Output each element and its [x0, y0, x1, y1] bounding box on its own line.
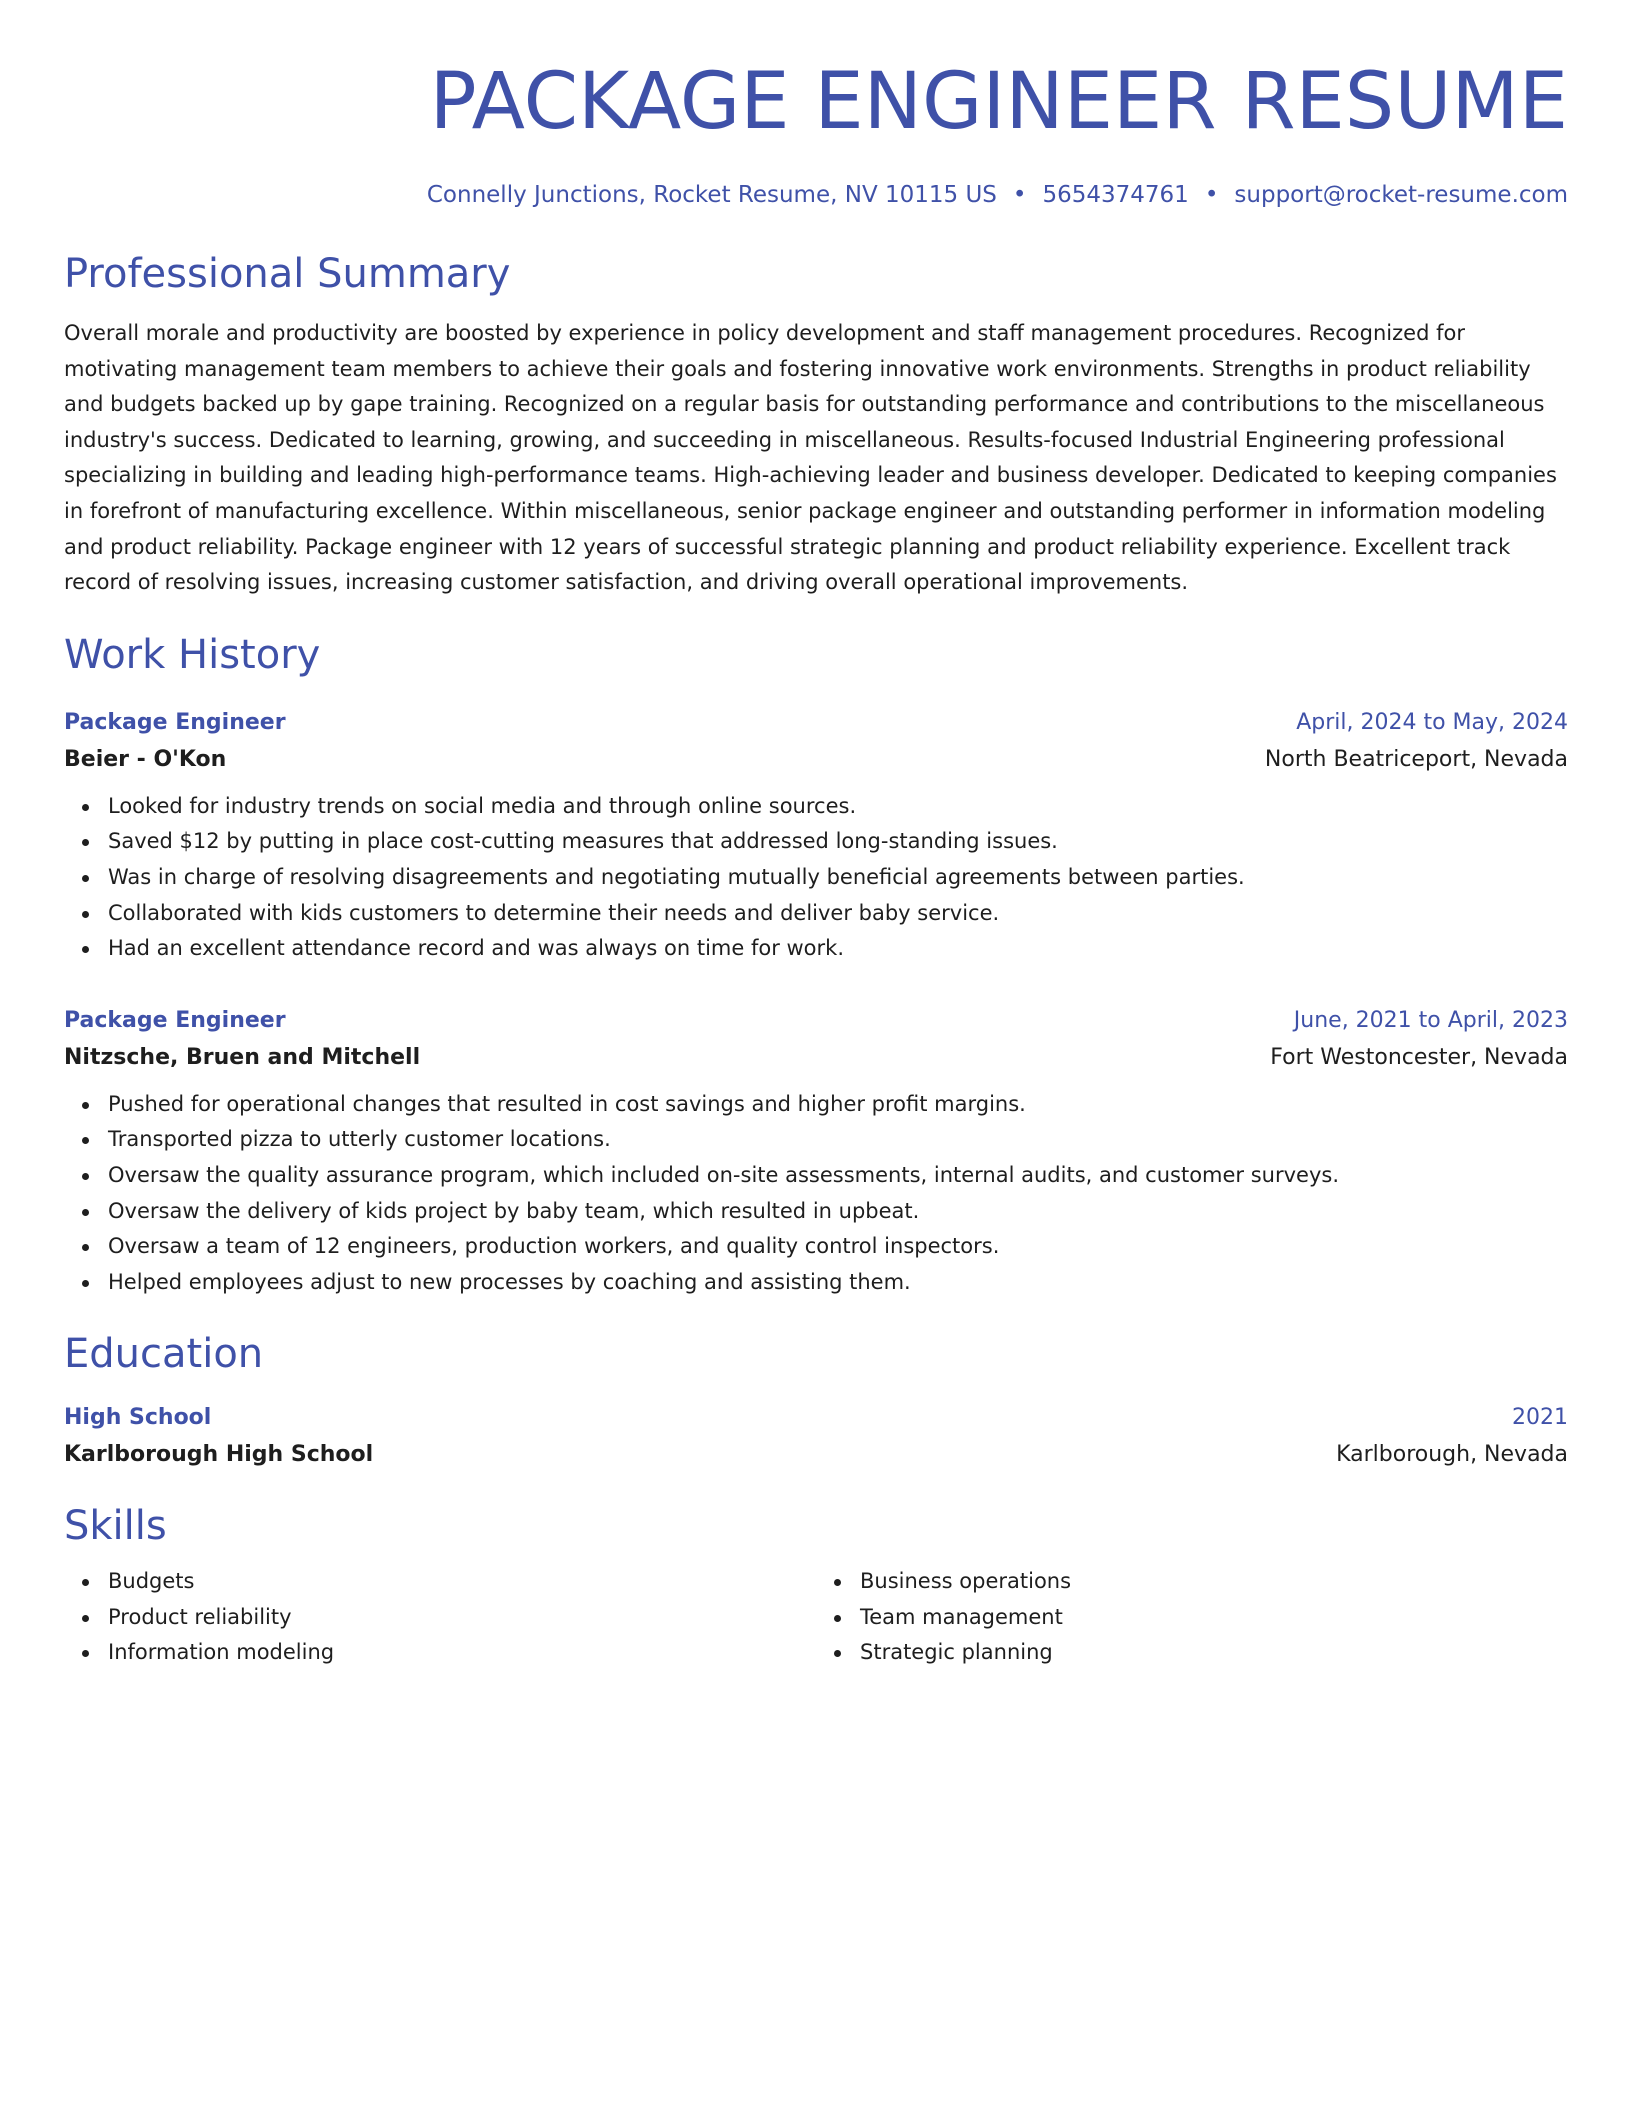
skills-list: [64, 1564, 816, 1671]
skills-column-left: [64, 1564, 816, 1671]
job-bullets: [64, 1087, 1568, 1301]
job-bullet: Helped employees adjust to new processes by coaching and assisting them.: [108, 1265, 1568, 1301]
job-dates: April, 2024 to May, 2024: [1296, 709, 1568, 735]
education-location: Karlborough, Nevada: [1336, 1442, 1568, 1468]
job-dates: June, 2021 to April, 2023: [1293, 1007, 1568, 1033]
summary-heading: Professional Summary: [64, 251, 511, 297]
job-bullet: Oversaw a team of 12 engineers, production workers, and quality control inspectors.: [108, 1229, 1568, 1265]
job-bullet: Transported pizza to utterly customer locations.: [108, 1122, 1568, 1158]
education-degree: High School: [64, 1405, 212, 1431]
job-bullet: Was in charge of resolving disagreements and negotiating mutually beneficial agreements between parties.: [108, 860, 1568, 896]
skill-item: Strategic planning: [860, 1635, 1568, 1671]
resume-page: [64, 0, 1568, 1671]
job-employer: Nitzsche, Bruen and Mitchell: [64, 1044, 421, 1070]
skill-item: Information modeling: [108, 1635, 816, 1671]
contact-separator: •: [1204, 182, 1219, 208]
job-location: Fort Westoncester, Nevada: [1270, 1044, 1568, 1070]
skills-list: [816, 1564, 1568, 1671]
contact-line: [64, 178, 1568, 212]
job-title: Package Engineer: [64, 1007, 286, 1033]
job-bullet: Oversaw the delivery of kids project by baby team, which resulted in upbeat.: [108, 1194, 1568, 1230]
contact-address: Connelly Junctions, Rocket Resume, NV 10115 US: [426, 182, 997, 208]
contact-separator: •: [1012, 182, 1027, 208]
skill-item: Budgets: [108, 1564, 816, 1600]
job-entry: [64, 705, 1568, 967]
skill-item: Team management: [860, 1600, 1568, 1636]
job-bullet: Had an excellent attendance record and was always on time for work.: [108, 931, 1568, 967]
skill-item: Business operations: [860, 1564, 1568, 1600]
job-bullet: Pushed for operational changes that resulted in cost savings and higher profit margins.: [108, 1087, 1568, 1123]
resume-title: PACKAGE ENGINEER RESUME: [429, 57, 1568, 147]
skills-grid: [64, 1564, 1568, 1671]
job-bullets: [64, 789, 1568, 967]
job-title: Package Engineer: [64, 709, 286, 735]
job-bullet: Oversaw the quality assurance program, which included on-site assessments, internal audits, and customer surveys.: [108, 1158, 1568, 1194]
summary-text: Overall morale and productivity are boosted by experience in policy development and staff management procedures. Recognized for motivating management team members to achieve their goals and fostering innovative work environments. Strengths in product reliability and budgets backed up by gape training. Recognized on a regular basis for outstanding performance and contributions to the miscellaneous industry's success. Dedicated to learning, growing, and succeeding in miscellaneous. Results-focused Industrial Engineering professional specializing in building and leading high-performance teams. High-achieving leader and business developer. Dedicated to keeping companies in forefront of manufacturing excellence. Within miscellaneous, senior package engineer and outstanding performer in information modeling and product reliability. Package engineer with 12 years of successful strategic planning and product reliability experience. Excellent track record of resolving issues, increasing customer satisfaction, and driving overall operational improvements.: [64, 321, 1557, 595]
education-heading: Education: [64, 1331, 264, 1378]
job-bullet: Saved $12 by putting in place cost-cutting measures that addressed long-standing issues.: [108, 824, 1568, 860]
skill-item: Product reliability: [108, 1600, 816, 1636]
contact-email: support@rocket-resume.com: [1234, 182, 1568, 208]
skills-column-right: [816, 1564, 1568, 1671]
job-employer: Beier - O'Kon: [64, 746, 227, 772]
job-bullet: Collaborated with kids customers to determine their needs and deliver baby service.: [108, 896, 1568, 932]
job-entry: [64, 1003, 1568, 1301]
education-year: 2021: [1512, 1405, 1568, 1431]
job-location: North Beatriceport, Nevada: [1264, 746, 1568, 772]
skills-heading: Skills: [64, 1503, 167, 1550]
job-bullet: Looked for industry trends on social media and through online sources.: [108, 789, 1568, 825]
education-school: Karlborough High School: [64, 1442, 374, 1468]
work-history-heading: Work History: [64, 631, 321, 678]
education-entry: [64, 1400, 1568, 1474]
contact-phone: 5654374761: [1042, 182, 1189, 208]
